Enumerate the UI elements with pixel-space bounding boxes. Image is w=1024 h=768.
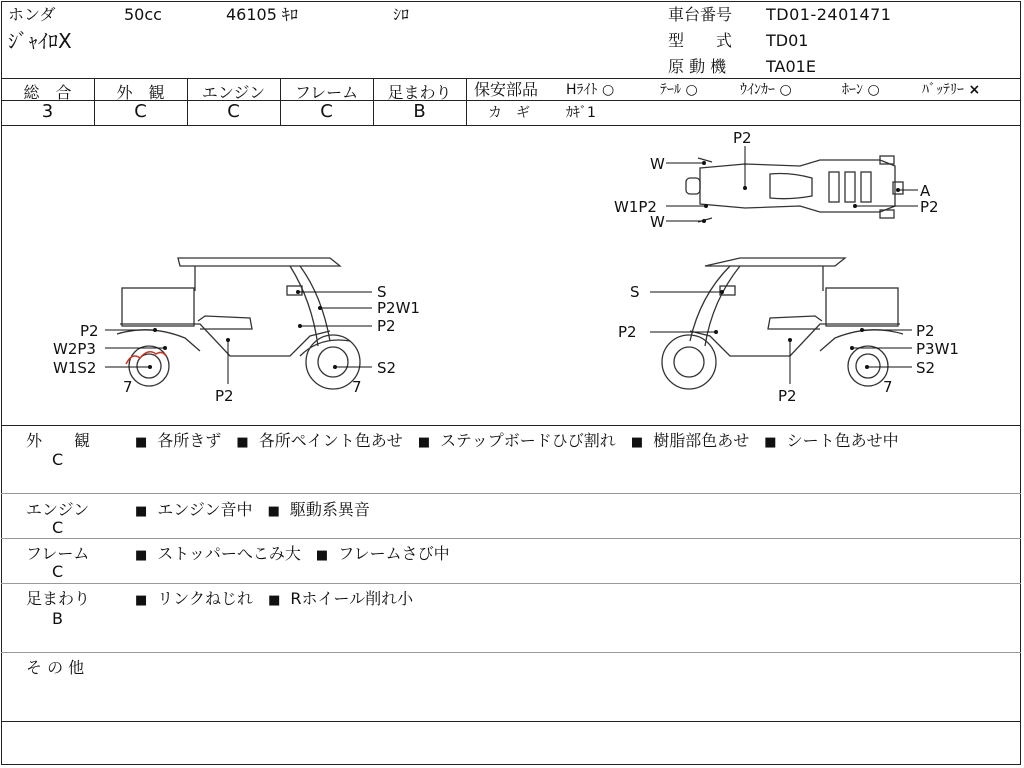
key-label: カ ギ	[488, 105, 530, 121]
safety-item-battery	[922, 81, 980, 99]
mark-circle-icon: ○	[685, 82, 698, 98]
section-exterior-label: 外 観	[26, 431, 91, 450]
section-engine-items	[135, 497, 380, 520]
remark-item: ■ 各所きず	[135, 431, 221, 450]
remark-item: ■ 各所ペイント色あせ	[236, 431, 402, 450]
engine-value: TA01E	[766, 57, 816, 76]
remark-item: ■ Rホイール削れ小	[268, 589, 413, 608]
safety-item-horn	[842, 81, 880, 99]
diagram-label: P2	[778, 387, 797, 405]
safety-item-headlight	[566, 81, 614, 99]
divider	[1, 538, 1021, 539]
section-suspension-grade: B	[52, 609, 63, 628]
divider	[1, 652, 1021, 653]
safety-label: 保安部品	[474, 80, 539, 99]
safety-item-winker	[740, 81, 792, 99]
diagram-label: A	[920, 182, 931, 200]
diagram-label: P2	[733, 129, 752, 147]
section-engine-label: エンジン	[26, 500, 90, 519]
scooter-top-view	[686, 156, 903, 222]
diagram-label: P2	[377, 317, 396, 335]
damage-diagram	[0, 126, 1024, 426]
divider	[1, 583, 1021, 584]
remark-item: ■ エンジン音中	[135, 500, 253, 519]
safety-item-name: ﾎｰﾝ	[842, 82, 863, 98]
frame-no: TD01-2401471	[766, 5, 892, 24]
displacement: 50cc	[124, 5, 162, 24]
section-exterior-items	[135, 428, 909, 451]
mileage: 46105 ｷﾛ	[226, 5, 298, 24]
divider	[1, 493, 1021, 494]
maker: ホンダ	[8, 5, 56, 24]
section-frame-items	[135, 541, 460, 564]
color: ｼﾛ	[393, 5, 410, 24]
diagram-label: P2	[920, 198, 939, 216]
scooter-right-view	[662, 258, 903, 389]
grade-suspension-value: B	[413, 101, 426, 122]
grade-engine-value: C	[227, 101, 240, 122]
remark-item: ■ 駆動系異音	[268, 500, 370, 519]
grade-frame-value: C	[320, 101, 333, 122]
type-value: TD01	[766, 31, 809, 50]
safety-item-tail	[660, 81, 698, 99]
section-engine-grade: C	[52, 518, 64, 537]
remark-item: ■ フレームさび中	[316, 544, 450, 563]
diagram-label: 7	[352, 378, 362, 396]
grade-exterior-value: C	[134, 101, 147, 122]
remark-item: ■ リンクねじれ	[135, 589, 253, 608]
type-label: 型 式	[668, 31, 733, 50]
diagram-label: P2	[80, 322, 99, 340]
grade-overall-label: 総 合	[23, 83, 72, 102]
section-exterior-grade: C	[52, 450, 64, 469]
safety-item-name: ｳｲﾝｶｰ	[740, 82, 775, 98]
mark-cross-icon: ×	[968, 82, 981, 98]
diagram-label: P3W1	[916, 340, 959, 358]
section-other-label: そ の 他	[26, 658, 85, 677]
section-frame-label: フレーム	[26, 544, 90, 563]
mark-circle-icon: ○	[601, 82, 615, 98]
key-value: ｶｷﾞ1	[566, 105, 596, 121]
diagram-label: P2	[215, 387, 234, 405]
mark-circle-icon: ○	[867, 82, 880, 98]
divider	[1, 78, 1021, 79]
divider	[1, 721, 1021, 722]
diagram-label: W1S2	[53, 359, 97, 377]
safety-item-name: ﾃｰﾙ	[660, 82, 681, 98]
grade-engine-label: エンジン	[201, 83, 266, 102]
grade-overall-value: 3	[41, 101, 54, 122]
diagram-label: 7	[883, 378, 893, 396]
divider	[1, 425, 1021, 426]
diagram-label: W2P3	[53, 340, 96, 358]
diagram-label: P2	[618, 323, 637, 341]
diagram-label: W	[650, 213, 665, 231]
remark-item: ■ ストッパーへこみ大	[135, 544, 301, 563]
grade-suspension-label: 足まわり	[387, 83, 452, 102]
remark-item: ■ 樹脂部色あせ	[631, 431, 749, 450]
diagram-label: S2	[377, 359, 397, 377]
section-suspension-label: 足まわり	[26, 589, 91, 608]
diagram-label: W1P2	[614, 198, 657, 216]
section-frame-grade: C	[52, 562, 64, 581]
grade-exterior-label: 外 観	[116, 83, 165, 102]
diagram-label: W	[650, 155, 665, 173]
diagram-label: 7	[123, 378, 133, 396]
section-suspension-items	[135, 586, 423, 609]
diagram-label: S	[630, 283, 640, 301]
diagram-label: P2W1	[377, 299, 420, 317]
divider	[466, 78, 467, 125]
grade-frame-label: フレーム	[294, 83, 359, 102]
diagram-label: S2	[916, 359, 936, 377]
diagram-label: P2	[916, 322, 935, 340]
scooter-left-view	[117, 258, 360, 389]
safety-item-name: Hﾗｲﾄ	[566, 82, 598, 98]
remark-item: ■ ステップボードひび割れ	[418, 431, 616, 450]
model-name: ｼﾞｬｲﾛX	[8, 29, 72, 53]
safety-item-name: ﾊﾞｯﾃﾘｰ	[922, 82, 964, 98]
frame-no-label: 車台番号	[668, 5, 733, 24]
engine-label: 原 動 機	[668, 57, 727, 76]
diagram-label: S	[377, 283, 387, 301]
remark-item: ■ シート色あせ中	[764, 431, 898, 450]
mark-circle-icon: ○	[779, 82, 792, 98]
